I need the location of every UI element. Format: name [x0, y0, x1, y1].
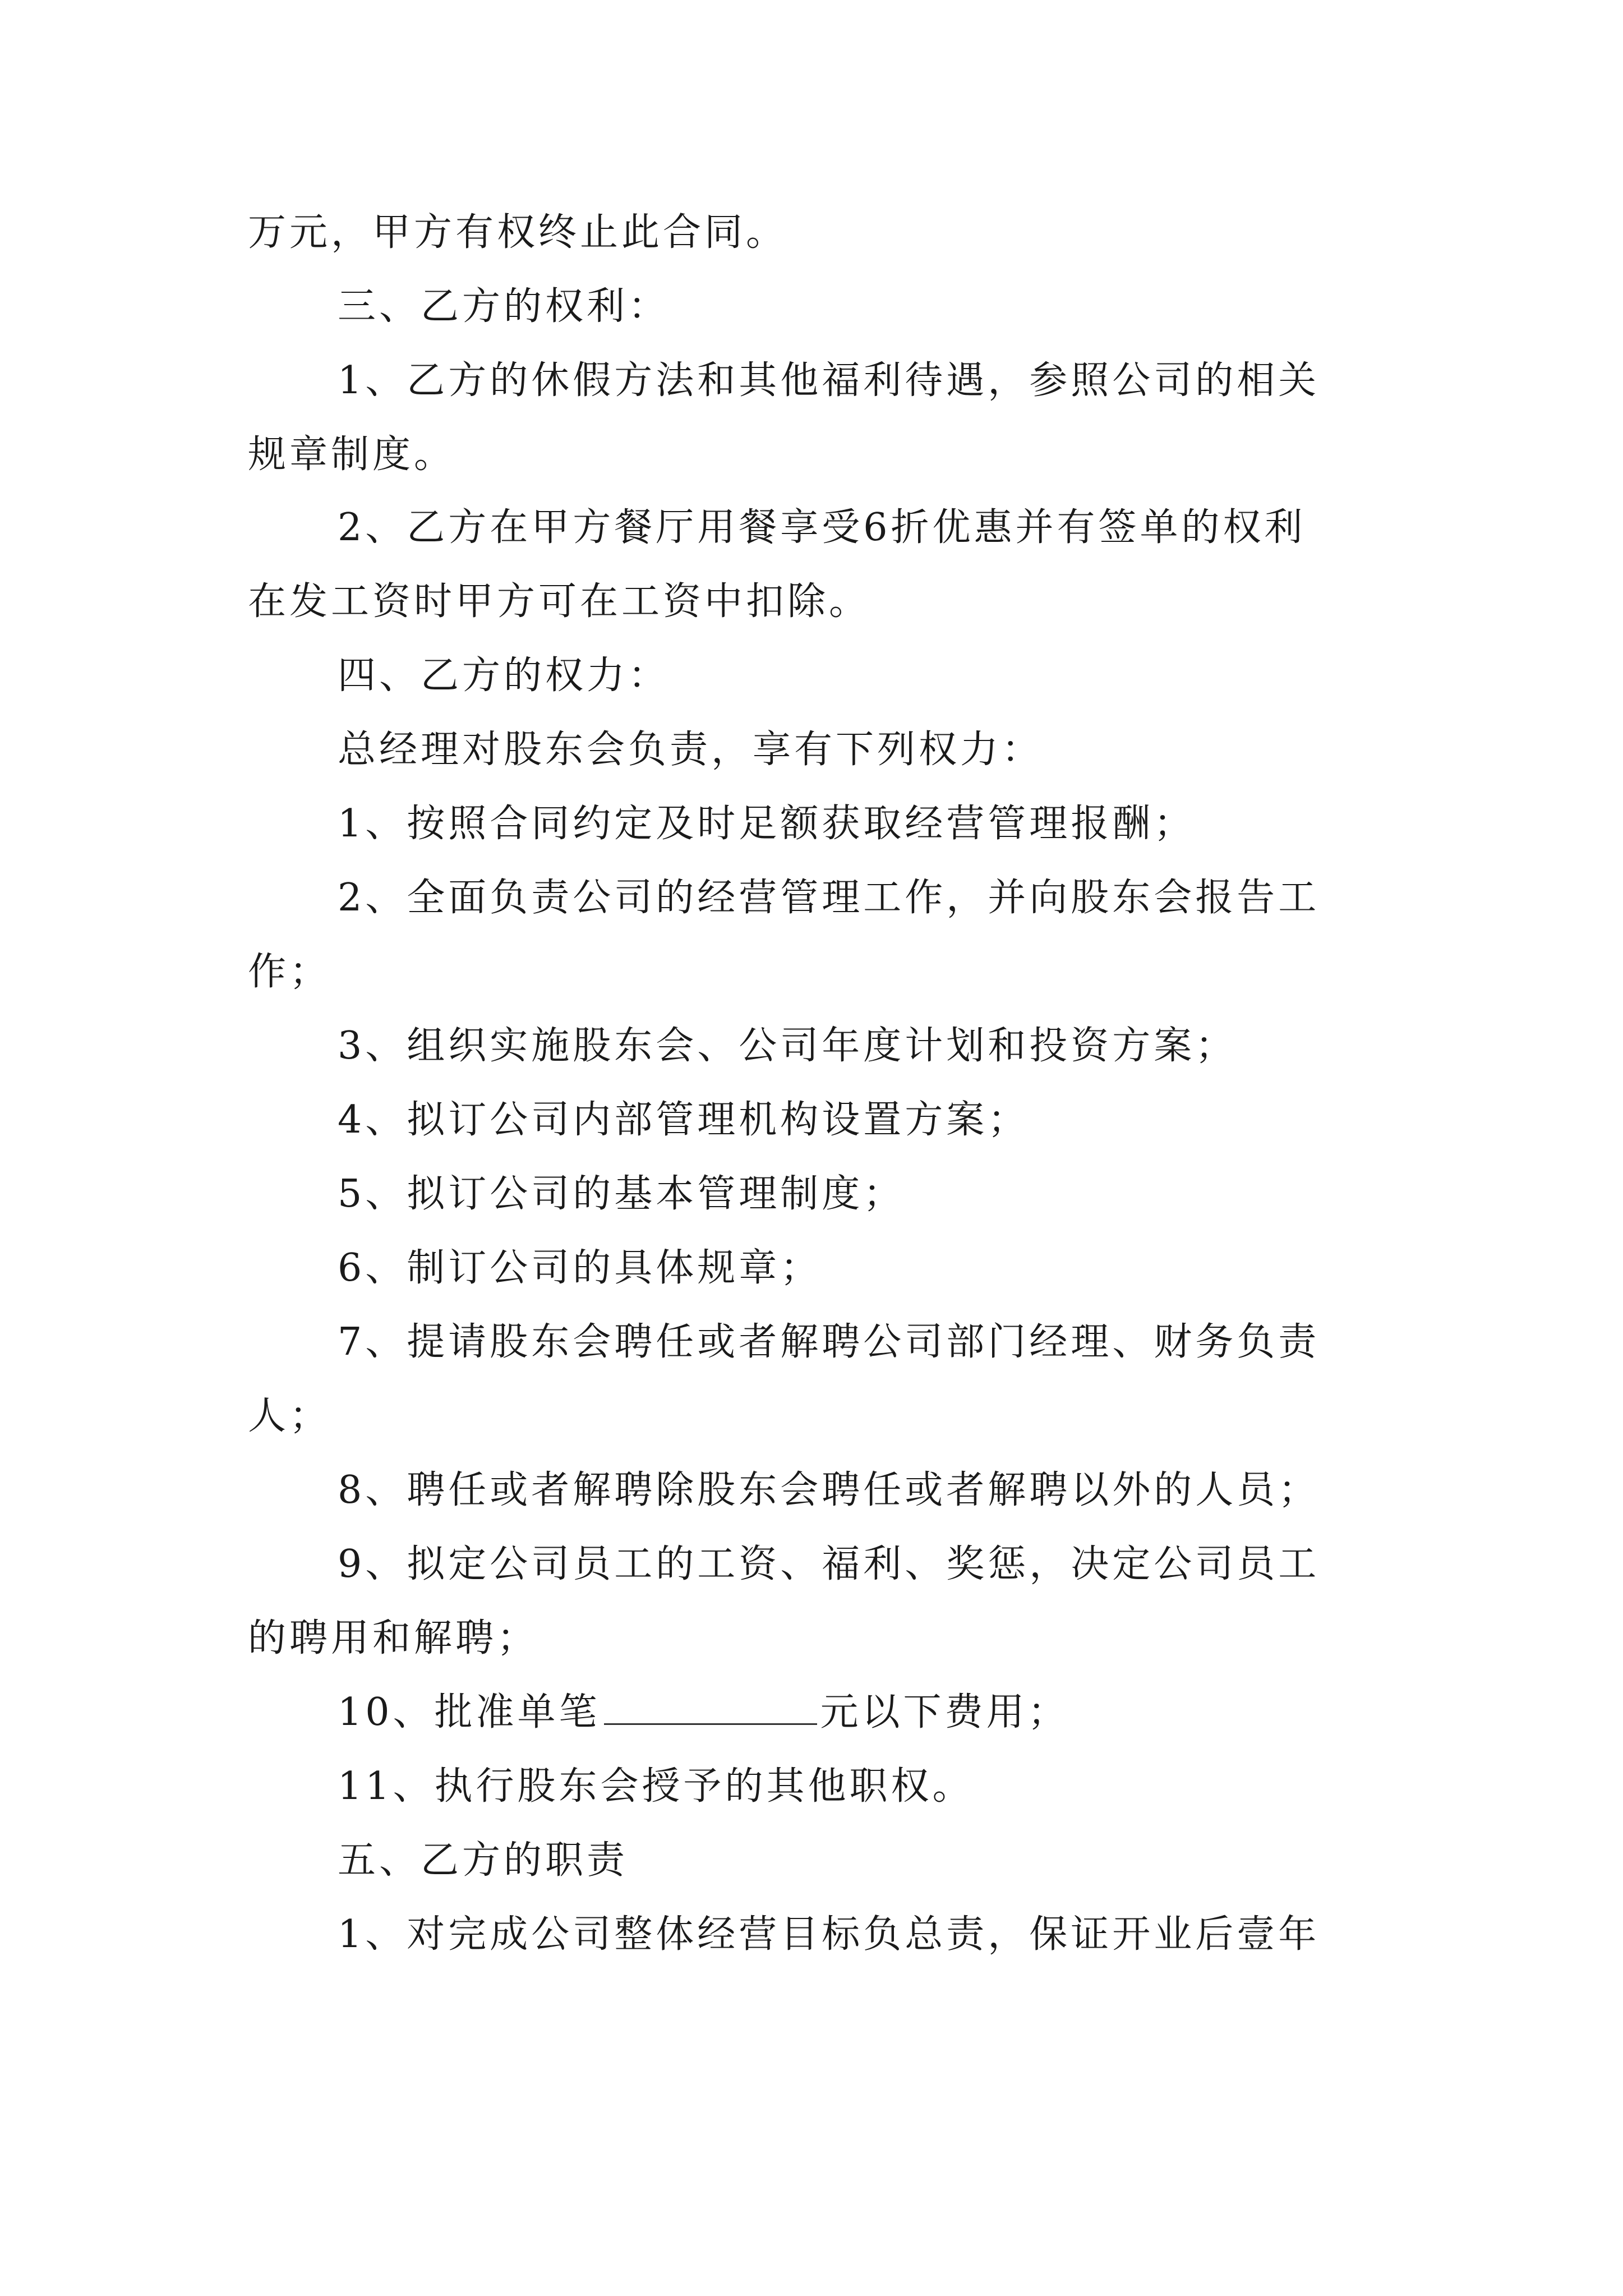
text-line: 总经理对股东会负责，享有下列权力： — [338, 728, 1044, 772]
text-line: 的聘用和解聘； — [248, 1616, 539, 1660]
text-line: 9、拟定公司员工的工资、福利、奖惩，决定公司员工 — [338, 1542, 1320, 1586]
text-segment: 10、批准单笔 — [338, 1690, 601, 1734]
text-line: 万元，甲方有权终止此合同。 — [248, 210, 788, 255]
text-line: 5、拟订公司的基本管理制度； — [338, 1172, 905, 1216]
fill-in-blank[interactable] — [604, 1687, 817, 1725]
text-line: 7、提请股东会聘任或者解聘公司部门经理、财务负责 — [338, 1320, 1320, 1364]
text-line: 6、制订公司的具体规章； — [338, 1246, 822, 1290]
text-line: 3、组织实施股东会、公司年度计划和投资方案； — [338, 1024, 1237, 1068]
section-heading: 四、乙方的权力： — [338, 654, 670, 698]
section-heading: 三、乙方的权利： — [338, 284, 670, 329]
text-line: 1、乙方的休假方法和其他福利待遇，参照公司的相关 — [338, 358, 1320, 403]
text-line: 作； — [248, 950, 331, 994]
text-line: 1、对完成公司整体经营目标负总责，保证开业后壹年 — [338, 1912, 1320, 1957]
text-line: 4、拟订公司内部管理机构设置方案； — [338, 1098, 1030, 1142]
text-line: 在发工资时甲方可在工资中扣除。 — [248, 579, 871, 624]
text-line: 规章制度。 — [248, 432, 456, 477]
text-line: 8、聘任或者解聘除股东会聘任或者解聘以外的人员； — [338, 1468, 1320, 1512]
text-line: 2、全面负责公司的经营管理工作，并向股东会报告工 — [338, 876, 1320, 920]
text-line: 人； — [248, 1394, 331, 1438]
text-line: 2、乙方在甲方餐厅用餐享受6折优惠并有签单的权利 — [338, 505, 1306, 550]
text-line: 1、按照合同约定及时足额获取经营管理报酬； — [338, 802, 1196, 846]
text-line-with-blank — [338, 1687, 1069, 1738]
section-heading: 五、乙方的职责 — [338, 1838, 629, 1883]
text-segment: 元以下费用； — [820, 1690, 1069, 1734]
text-line: 11、执行股东会授予的其他职权。 — [338, 1764, 974, 1809]
